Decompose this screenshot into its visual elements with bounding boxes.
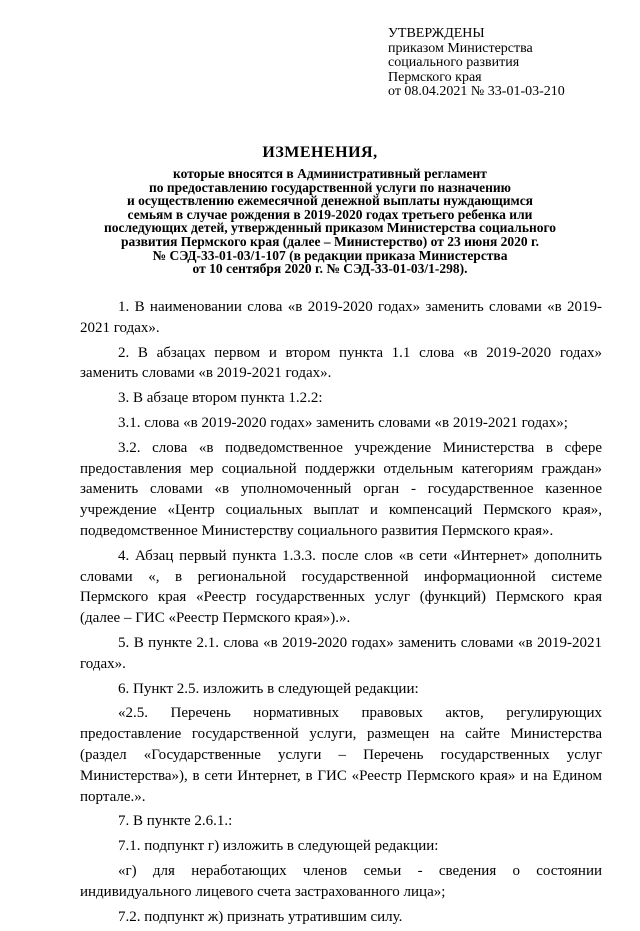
paragraph-3: 3. В абзаце втором пункта 1.2.2: — [118, 390, 323, 407]
approval-line: УТВЕРЖДЕНЫ — [388, 26, 485, 41]
subtitle-line: № СЭД-33-01-03/1-107 (в редакции приказа Министерства — [152, 247, 508, 263]
document-subtitle — [100, 167, 560, 276]
paragraph-1: 1. В наименовании слова «в 2019-2020 годах» заменить словами «в 2019-2021 годах». — [80, 299, 602, 336]
paragraph-5: 5. В пункте 2.1. слова «в 2019-2020 годах» заменить словами «в 2019-2021 годах». — [80, 634, 602, 672]
approval-stamp — [388, 27, 565, 100]
subtitle-line: и осуществлению ежемесячной денежной выплаты нуждающимся — [126, 193, 533, 209]
paragraph-7: 7. В пункте 2.6.1.: — [118, 813, 233, 830]
paragraph-6-quote: «2.5. Перечень нормативных правовых актов, регулирующих предоставление государственной услуги, размещен на сайте Министерства (раздел «Государственные услуги – Перечень государственных услуг Министерства»), в сети Интернет, в ГИС «Реестр Пермского края» и на Едином портале.». — [80, 705, 602, 805]
paragraph-3-1: 3.1. слова «в 2019-2020 годах» заменить словами «в 2019-2021 годах»; — [118, 414, 568, 431]
subtitle-line: последующих детей, утвержденный приказом Министерства социального — [103, 220, 557, 236]
approval-line: социального развития — [388, 55, 520, 70]
paragraph-4: 4. Абзац первый пункта 1.3.3. после слов «в сети «Интернет» дополнить словами «, в региональной государственной информационной системе Пермского края «Реестр государственных услуг (функций) Пермского края (далее – ГИС «Реестр Пермского края»).». — [80, 547, 602, 627]
approval-line: от 08.04.2021 № 33-01-03-210 — [388, 84, 565, 99]
subtitle-line: от 10 сентября 2020 г. № СЭД-33-01-03/1-298). — [192, 261, 468, 277]
paragraph-7-1: 7.1. подпункт г) изложить в следующей редакции: — [118, 838, 439, 855]
paragraph-6: 6. Пункт 2.5. изложить в следующей редакции: — [118, 680, 419, 697]
document-body — [80, 297, 602, 931]
document-title: ИЗМЕНЕНИЯ, — [262, 144, 378, 161]
subtitle-line: семьям в случае рождения в 2019-2020 годах третьего ребенка или — [127, 206, 533, 222]
paragraph-2: 2. В абзацах первом и втором пункта 1.1 слова «в 2019-2020 годах» заменить словами «в 2019-2021 годах». — [80, 344, 602, 382]
approval-line: Пермского края — [388, 69, 482, 85]
approval-line: приказом Министерства — [388, 40, 533, 56]
subtitle-line: по предоставлению государственной услуги по назначению — [148, 179, 511, 195]
paragraph-3-2: 3.2. слова «в подведомственное учреждение Министерства в сфере предоставления мер социальной поддержки отдельным категориям граждан» заменить словами «в уполномоченный орган - государственное казенное учреждение «Центр социальных выплат и компенсаций Пермского края», подведомственное Министерству социального развития Пермского края». — [80, 439, 602, 539]
paragraph-7-2: 7.2. подпункт ж) признать утратившим силу. — [118, 908, 403, 925]
paragraph-7-1-quote: «г) для неработающих членов семьи - сведения о состоянии индивидуального лицевого счета застрахованного лица»; — [80, 862, 602, 900]
subtitle-line: развития Пермского края (далее – Министерство) от 23 июня 2020 г. — [120, 233, 540, 249]
subtitle-line: которые вносятся в Административный регламент — [173, 166, 487, 181]
